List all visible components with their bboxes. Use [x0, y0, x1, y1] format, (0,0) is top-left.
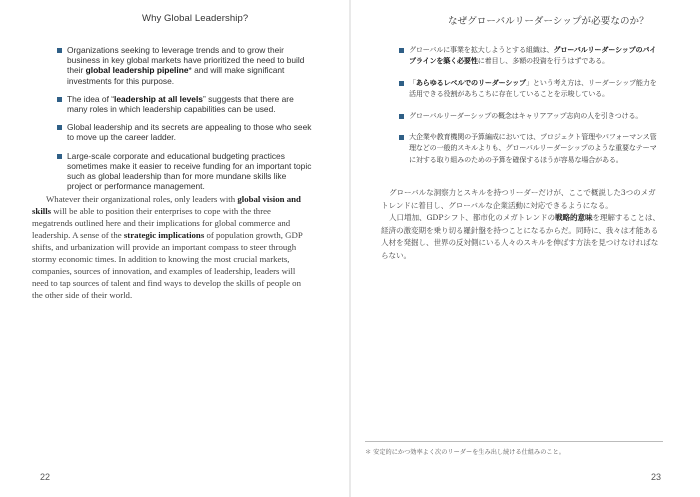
paragraph-2: 人口増加、GDPシフト、都市化のメガトレンドの戦略的意味を理解することは、経済の激変期を乗り切る羅針盤を持つことになるからだ。同時に、我々は才能ある人材を発掘し、世界の反対側にいる人々のスキルを伸ばす方法を見つけなければならない。 [381, 213, 660, 260]
bullet-square-icon [399, 81, 404, 86]
running-header: なぜグローバルリーダーシップが必要なのか？ [448, 16, 649, 27]
list-item: Organizations seeking to leverage trends and to grow their business in key global markets have prioritized the need to build their global leadership pipeline* and will make significant investments for this purpose. [57, 45, 313, 86]
list-item: The idea of “leadership at all levels” suggests that there are many roles in which leadership capabilities can be used. [57, 94, 313, 114]
bullet-square-icon [399, 135, 404, 140]
footnote: ＊ 安定的にかつ効率よく次のリーダーを生み出し続ける仕組みのこと。 [365, 449, 565, 456]
bullet-square-icon [399, 114, 404, 119]
page-number: 23 [651, 472, 662, 482]
list-item: グローバルに事業を拡大しようとする組織は、グローバルリーダーシップのパイプラインを築く必要性に着目し、多額の投資を行うはずである。 [399, 44, 661, 67]
bullet-square-icon [399, 48, 404, 53]
body-paragraph [381, 187, 663, 263]
running-header: Why Global Leadership? [142, 13, 249, 24]
bullet-square-icon [57, 97, 62, 102]
bullet-square-icon [57, 154, 62, 159]
list-item: グローバルリーダーシップの概念はキャリアアップ志向の人を引きつける。 [399, 110, 661, 121]
left-page [0, 0, 349, 497]
bullet-square-icon [57, 48, 62, 53]
list-item: 「あらゆるレベルでのリーダーシップ」という考え方は、リーダーシップ能力を活用できる役割があちこちに存在していることを示唆している。 [399, 77, 661, 100]
bullet-list [57, 45, 313, 199]
page-number: 22 [40, 472, 51, 482]
footnote-divider [365, 441, 663, 442]
right-page [351, 0, 700, 497]
paragraph-1: グローバルな洞察力とスキルを持つリーダーだけが、ここで概説した3つのメガトレンドに着目し、グローバルな企業活動に対応できるようになる。 [381, 188, 656, 210]
list-item: Large-scale corporate and educational budgeting practices sometimes make it easier to receive funding for an important topic such as global leadership than for more mundane skills like project or performance management. [57, 151, 313, 192]
list-item: Global leadership and its secrets are appealing to those who seek to move up the career ladder. [57, 122, 313, 142]
list-item: 大企業や教育機関の予算編成においては、プロジェクト管理やパフォーマンス管理などの一般的スキルよりも、グローバルリーダーシップのような重要なテーマに対する取り組みのための予算を確保するほうが容易な場合がある。 [399, 131, 661, 165]
bullet-list [399, 44, 661, 175]
body-paragraph: Whatever their organizational roles, only leaders with global vision and skills will be able to position their enterprises to cope with the three megatrends outlined here and their implications for global commerce and leadership. A sense of the strategic implications of population growth, GDP shifts, and urbanization will provide an important compass to steer through stormy economic times. In addition to knowing the most crucial markets, companies, sources of innovation, and examples of leadership, leaders will need to tap sources of talent and find ways to develop the skills of people on the other side of their world. [32, 194, 303, 300]
bullet-square-icon [57, 125, 62, 130]
